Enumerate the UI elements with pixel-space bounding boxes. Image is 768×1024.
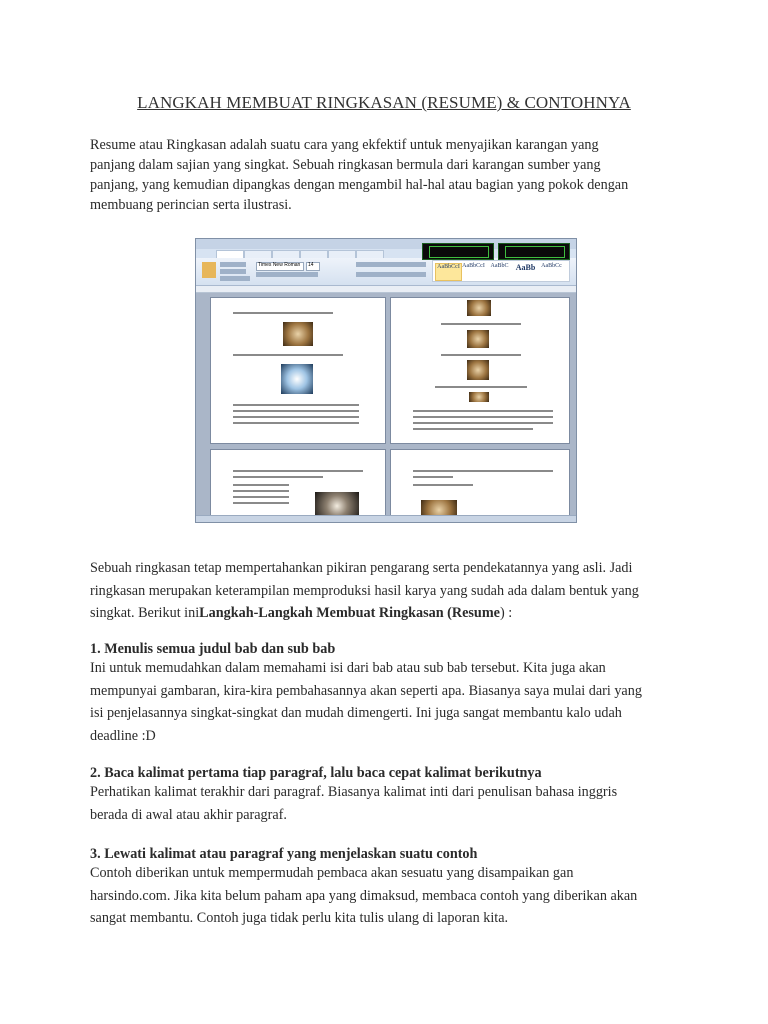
step-2-body — [90, 781, 700, 826]
text-line — [413, 422, 553, 424]
text-line-3 — [90, 602, 700, 625]
snowflake-photo — [281, 364, 313, 394]
document-page — [210, 449, 386, 521]
intro-line: membuang perincian serta ilustrasi. — [90, 197, 292, 213]
font-name-box — [256, 262, 304, 271]
snowflake-photo — [469, 392, 489, 402]
page-title: LANGKAH MEMBUAT RINGKASAN (RESUME) & CONTOHNYA — [137, 93, 631, 112]
style-heading-2: AaBb — [515, 263, 536, 272]
document-page — [390, 297, 570, 444]
step-3-body — [90, 862, 700, 930]
font-size-box — [306, 262, 320, 271]
snowflake-photo — [467, 360, 489, 380]
step-3-heading: 3. Lewati kalimat atau paragraf yang menjelaskan suatu contoh — [90, 846, 478, 862]
text-line: deadline :D — [90, 727, 156, 744]
paragraph-2 — [90, 557, 700, 625]
word-processor-screenshot — [195, 238, 577, 523]
text-line — [441, 354, 521, 356]
step-2-heading: 2. Baca kalimat pertama tiap paragraf, lalu baca cepat kalimat berikutnya — [90, 765, 542, 781]
text-line — [435, 386, 527, 388]
style-normal: AaBbCcI — [435, 263, 462, 281]
cut-icon — [220, 262, 246, 267]
alignment-buttons — [356, 272, 426, 277]
document-page — [210, 297, 386, 444]
text-line — [233, 484, 289, 486]
text-line — [413, 470, 553, 472]
intro-paragraph — [90, 135, 690, 215]
text-line: berada di awal atau akhir paragraf. — [90, 806, 287, 823]
text-line — [441, 323, 521, 325]
text-line — [413, 484, 473, 486]
text-line — [233, 476, 323, 478]
intro-line: panjang dalam sajian yang singkat. Sebuah ringkasan bermula dari karangan sumber yang — [90, 157, 601, 173]
document-page — [390, 449, 570, 521]
step-1-body — [90, 657, 700, 747]
logo-badge — [498, 243, 570, 260]
text-line — [233, 410, 359, 412]
text-line: Ini untuk memudahkan dalam memahami isi dari bab atau sub bab tersebut. Kita juga akan — [90, 660, 606, 676]
snowflake-photo — [283, 322, 313, 346]
text-line — [233, 404, 359, 406]
paste-icon — [202, 262, 216, 278]
font-size-value: 14 — [308, 262, 314, 268]
text-line — [233, 470, 363, 472]
paragraph-buttons — [356, 262, 426, 267]
text-line — [233, 416, 359, 418]
styles-gallery — [432, 260, 570, 282]
text-line — [233, 354, 343, 356]
copy-icon — [220, 269, 246, 274]
style-no-spacing: AaBbCcI — [462, 263, 485, 269]
text-line: Contoh diberikan untuk mempermudah pembaca akan sesuatu yang disampaikan gan — [90, 865, 574, 881]
text-line: mempunyai gambaran, kira-kira pembahasannya akan seperti apa. Biasanya saya mulai dari yang — [90, 682, 642, 699]
text-line — [413, 410, 553, 412]
style-heading-1: AaBbC — [490, 263, 509, 269]
style-title: AaBbCc — [541, 263, 562, 269]
status-bar — [196, 515, 576, 522]
logo-mark — [505, 246, 565, 258]
font-name-value: Times New Roman — [258, 262, 301, 268]
text-line — [233, 490, 289, 492]
format-painter-icon — [220, 276, 250, 281]
ruler — [196, 286, 576, 293]
intro-line: panjang, yang kemudian dipangkas dengan mengambil hal-hal atau bagian yang pokok dengan — [90, 177, 629, 193]
text-line: isi penjelasannya singkat-singkat dan mudah dimengerti. Ini juga sangat membantu kalo udah — [90, 705, 622, 721]
snowflake-photo — [467, 300, 491, 316]
text-run: singkat. Berikut ini — [90, 605, 200, 621]
step-1-heading: 1. Menulis semua judul bab dan sub bab — [90, 641, 336, 657]
logo-mark — [429, 246, 489, 258]
text-line — [413, 476, 453, 478]
text-line — [413, 416, 553, 418]
text-line — [413, 428, 533, 430]
text-line: sangat membantu. Contoh juga tidak perlu kita tulis ulang di laporan kita. — [90, 910, 509, 926]
text-line — [233, 502, 289, 504]
text-line — [233, 422, 359, 424]
text-line: Perhatikan kalimat terakhir dari paragraf. Biasanya kalimat inti dari penulisan bahasa inggris — [90, 784, 618, 800]
text-line: harsindo.com. Jika kita belum paham apa yang dimaksud, membaca contoh yang diberikan akan — [90, 887, 638, 904]
text-run: ) : — [499, 605, 513, 621]
font-format-buttons — [256, 272, 318, 277]
text-line: Sebuah ringkasan tetap mempertahankan pikiran pengarang serta pendekatannya yang asli. Jadi — [90, 560, 633, 576]
text-line — [233, 496, 289, 498]
text-line: ringkasan merupakan keterampilan memproduksi hasil karya yang sudah ada dalam bentuk yang — [90, 582, 639, 599]
text-line — [233, 312, 333, 314]
snowflake-photo — [467, 330, 489, 348]
bold-phrase: Langkah-Langkah Membuat Ringkasan (Resume — [199, 605, 500, 621]
intro-line: Resume atau Ringkasan adalah suatu cara yang ekfektif untuk menyajikan karangan yang — [90, 137, 599, 153]
logo-badge — [422, 243, 494, 260]
